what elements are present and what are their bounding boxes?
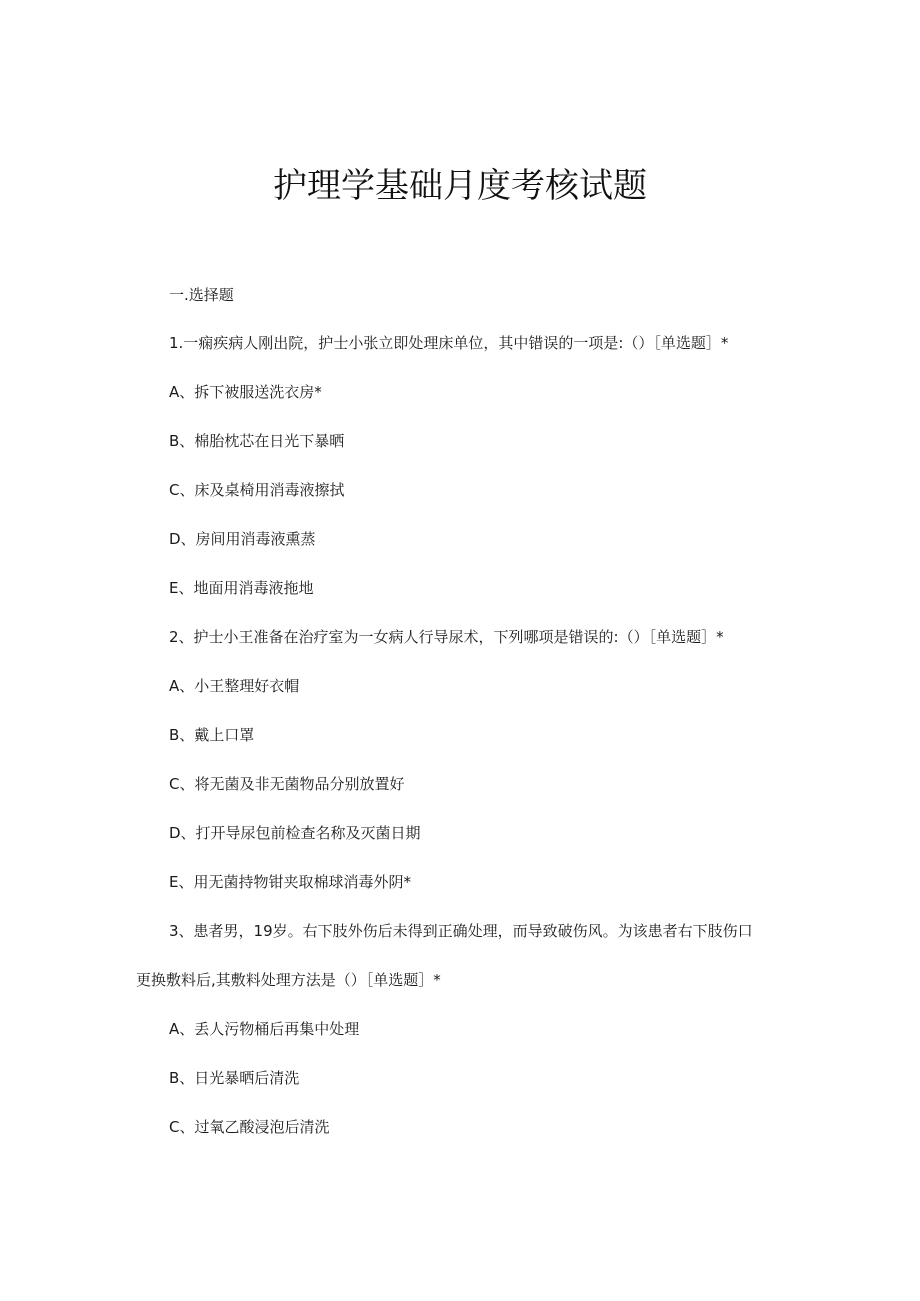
question-1-stem: 1.一痫疾病人刚出院，护士小张立即处理床单位，其中错误的一项是:（）［单选题］*: [169, 334, 729, 352]
question-1-option-c: C、床及桌椅用消毒液擦拭: [169, 481, 345, 499]
question-2-stem: 2、护士小王准备在治疗室为一女病人行导尿术，下列哪项是错误的:（）［单选题］*: [169, 628, 724, 646]
section-heading: 一.选择题: [169, 286, 234, 304]
question-3-stem-continued: 更换敷料后,其敷料处理方法是（）［单选题］*: [136, 971, 441, 989]
question-2-option-a: A、小王整理好衣帽: [169, 677, 300, 695]
question-3-option-a: A、丢人污物桶后再集中处理: [169, 1020, 360, 1038]
document-title: 护理学基础月度考核试题: [273, 166, 647, 206]
question-2-option-c: C、将无菌及非无菌物品分别放置好: [169, 775, 405, 793]
question-2-option-e: E、用无菌持物钳夹取棉球消毒外阴*: [169, 873, 411, 891]
question-2-option-d: D、打开导尿包前检查名称及灭菌日期: [169, 824, 421, 842]
question-1-option-d: D、房间用消毒液熏蒸: [169, 530, 316, 548]
question-3-option-c: C、过氧乙酸浸泡后清洗: [169, 1118, 330, 1136]
question-1-option-b: B、棉胎枕芯在日光下暴晒: [169, 432, 345, 450]
question-2-option-b: B、戴上口罩: [169, 726, 255, 744]
question-1-option-a: A、拆下被服送洗衣房*: [169, 383, 322, 401]
question-1-option-e: E、地面用消毒液拖地: [169, 579, 314, 597]
question-3-stem: 3、患者男，19岁。右下肢外伤后未得到正确处理，而导致破伤风。为该患者右下肢伤口: [169, 922, 753, 940]
question-3-option-b: B、日光暴晒后清洗: [169, 1069, 300, 1087]
